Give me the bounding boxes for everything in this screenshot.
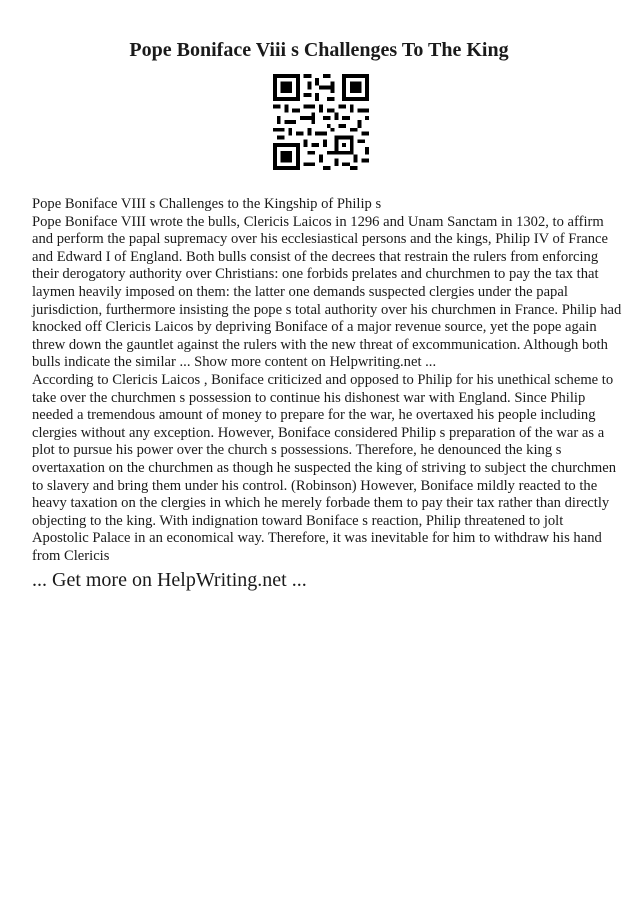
article-paragraph: Pope Boniface VIII wrote the bulls, Clericis Laicos in 1296 and Unam Sanctam in 1302, to affirm and perform the papal supremacy over his ecclesiastical persons and the kings, Philip IV of France and Edward I of England. Both bulls consist of the decrees that restrain the rulers from enforcing their derogatory authority over Christians: one forbids prelates and churchmen to pay the tax that laymen heavily imposed on them: the latter one demands suspected clergies under the papal jurisdiction, furthermore insisting the pope s total authority over his churchmen in France. Philip had knocked off Clericis Laicos by depriving Boniface of a major revenue source, yet the pope again threw down the gauntlet against the rulers with the new threat of excommunication. Although both bulls indicate the similar ... Show more content on Helpwriting.net ...: [32, 213, 622, 371]
qr-code-graphic: [273, 74, 369, 170]
page-title: Pope Boniface Viii s Challenges To The King: [129, 39, 509, 61]
get-more-link[interactable]: ... Get more on HelpWriting.net ...: [32, 569, 307, 591]
article-subtitle: Pope Boniface VIII s Challenges to the Kingship of Philip s: [32, 196, 382, 212]
article-paragraph: According to Clericis Laicos , Boniface criticized and opposed to Philip for his unethical scheme to take over the churchmen s possession to continue his dishonest war with England. Since Philip needed a tremendous amount of money to prepare for the war, he overtaxed his people including clergies without any exception. However, Boniface considered Philip s preparation of the war as a plot to pursue his power over the church s possessions. Therefore, he denounced the king s overtaxation on the churchmen as though he suspected the king of striving to subject the churchmen to slavery and bring them under his control. (Robinson) However, Boniface mildly reacted to the heavy taxation on the clergies in which he merely forbade them to pay their tax rather than directly objecting to the king. With indignation toward Boniface s reaction, Philip threatened to jolt Apostolic Palace in an economical way. Therefore, it was inevitable for him to withdraw his hand from Clericis: [32, 371, 616, 564]
qr-code-icon[interactable]: [273, 74, 369, 170]
article-body: [32, 196, 622, 565]
